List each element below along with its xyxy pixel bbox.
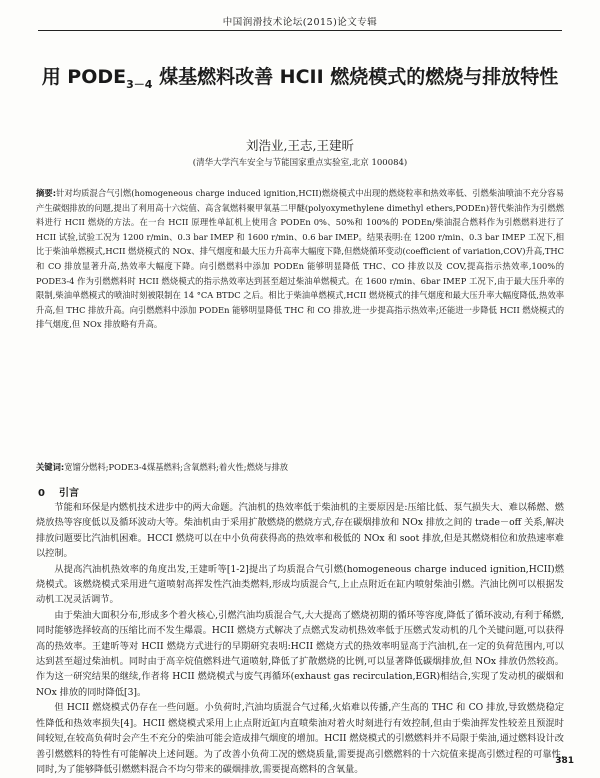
abstract-label: 摘要: <box>36 188 57 198</box>
body-text <box>36 500 564 775</box>
running-head: 中国润滑技术论坛(2015)论文专辑 <box>222 17 378 28</box>
keywords-text: 宽馏分燃料;PODE3-4煤基燃料;含氧燃料;着火性;燃烧与排放 <box>64 462 289 472</box>
paragraph: 节能和环保是内燃机技术进步中的两大命题。汽油机的热效率低于柴油机的主要原因是:压缩比低、泵气损失大、难以稀燃、燃烧放热等容度低以及循环波动大等。柴油机由于采用扩散燃烧的燃烧方式,存在碳烟排放和 NOx 排放之间的 trade－off 关系,解决排放问题要比汽油机困难。HCCI 燃烧可以在中小负荷获得高的热效率和极低的 NOx 和 soot 排放,但是其燃烧相位和放热速率难以控制。 <box>36 502 564 560</box>
title-subscript: 3－4 <box>126 77 153 91</box>
authors: 刘浩业,王志,王建昕 <box>246 138 354 153</box>
title-rest: 煤基燃料改善 HCII 燃烧模式的燃烧与排放特性 <box>152 66 559 88</box>
affiliation: (清华大学汽车安全与节能国家重点实验室,北京 100084) <box>192 158 408 168</box>
keywords-label: 关键词: <box>36 462 65 472</box>
section-title: 引言 <box>58 488 79 499</box>
abstract <box>36 186 564 456</box>
section-number: 0 <box>38 488 45 499</box>
keywords <box>36 460 564 474</box>
paragraph: 由于柴油大面积分布,形成多个着火核心,引燃汽油均质混合气,大大提高了燃烧初期的循环等容度,降低了循环波动,有利于稀燃,同时能够选择较高的压缩比而不发生爆震。HCII 燃烧方式解决了点燃式发动机热效率低于压燃式发动机的几个关键问题,可以获得高的热效率。王建昕等对 HCII 燃烧方式进行的早期研究表明:HCII 燃烧方式的热效率明显高于汽油机,在一定的负荷范围内,可以达到甚至超过柴油机。同时由于高辛烷值燃料进气道喷射,降低了扩散燃烧的比例,可以显著降低碳烟排放,但 NOx 排放仍然较高。作为这一研究结果的继续,作者将 HCII 燃烧模式与废气再循环(exhaust gas recirculation,EGR)相结合,实现了发动机的碳烟和 NOx 排放的同时降低[3]。 <box>36 609 564 698</box>
header-rule <box>38 30 562 31</box>
page-number: 381 <box>555 756 574 766</box>
section-heading-introduction <box>38 484 79 499</box>
abstract-text: 针对均质混合气引燃(homogeneous charge induced ignition,HCII)燃烧模式中出现的燃烧粒率和热效率低、引燃柴油喷油不充分容易产生碳烟排放的问题,提出了利用高十六烷值、高含氧燃料聚甲氧基二甲醚(polyoxymethylene dimethyl ethers,PODEn)替代柴油作为引燃燃料进行 HCII 燃烧的方法。在一台 HCII 原理性单缸机上使用含 PODEn 0%、50%和 100%的 PODEn/柴油混合燃料作为引燃燃料进行了 HCII 试验,试验工况为 1200 r/min、0.3 bar IMEP 和 1600 r/min、0.6 bar IMEP。结果表明:在 1200 r/min、0.3 bar IMEP 工况下,相比于柴油单燃模式,HCII 燃烧模式的 NOx、排气烟度和最大压力升高率大幅度下降,但燃烧循环变动(coefficient of variation,COV)升高,THC 和 CO 排放显著升高,热效率大幅度下降。向引燃燃料中添加 PODEn 能够明显降低 THC、CO 排放以及 COV,提高指示热效率,100%的 PODE3-4 作为引燃燃料时 HCII 燃烧模式的指示热效率达到甚至超过柴油单燃模式。在 1600 r/min、6bar IMEP 工况下,由于最大压升率的限制,柴油单燃模式的喷油时刻被限制在 14 °CA BTDC 之后。相比于柴油单燃模式,HCII 燃烧模式的排气烟度和最大压升率大幅度降低,热效率升高,但 THC 排放升高。向引燃燃料中添加 PODEn 能够明显降低 THC 和 CO 排放,进一步提高指示热效率;还能进一步降低 HCII 燃烧模式的排气烟度,但 NOx 排放略有升高。 <box>36 188 564 330</box>
title-prefix: 用 PODE <box>41 66 127 88</box>
paper-title <box>40 62 560 100</box>
paragraph: 从提高汽油机热效率的角度出发,王建昕等[1-2]提出了均质混合气引燃(homogeneous charge induced ignition,HCII)燃烧模式。该燃烧模式采用进气道喷射高挥发性汽油类燃料,形成均质混合气,上止点附近在缸内喷射柴油引燃。汽油比例可以根据发动机工况灵活调节。 <box>36 563 564 606</box>
paragraph: 但 HCII 燃烧模式仍存在一些问题。小负荷时,汽油均质混合气过稀,火焰难以传播,产生高的 THC 和 CO 排放,导致燃烧稳定性降低和热效率损失[4]。HCII 燃烧模式采用上止点附近缸内直喷柴油对着火时刻进行有效控制,但由于柴油挥发性较差且预混时间较短,在较高负荷时会产生不充分的柴油可能会造成排气烟度的增加。HCII 燃烧模式的引燃燃料并不局限于柴油,通过燃料设计改善引燃燃料的特性有可能解决上述问题。为了改善小负荷工况的燃烧质量,需要提高引燃燃料的十六烷值来提高引燃过程的可靠性,同时,为了能够降低引燃燃料混合不均匀带来的碳烟排放,需要提高燃料的含氧量。 <box>36 702 564 775</box>
